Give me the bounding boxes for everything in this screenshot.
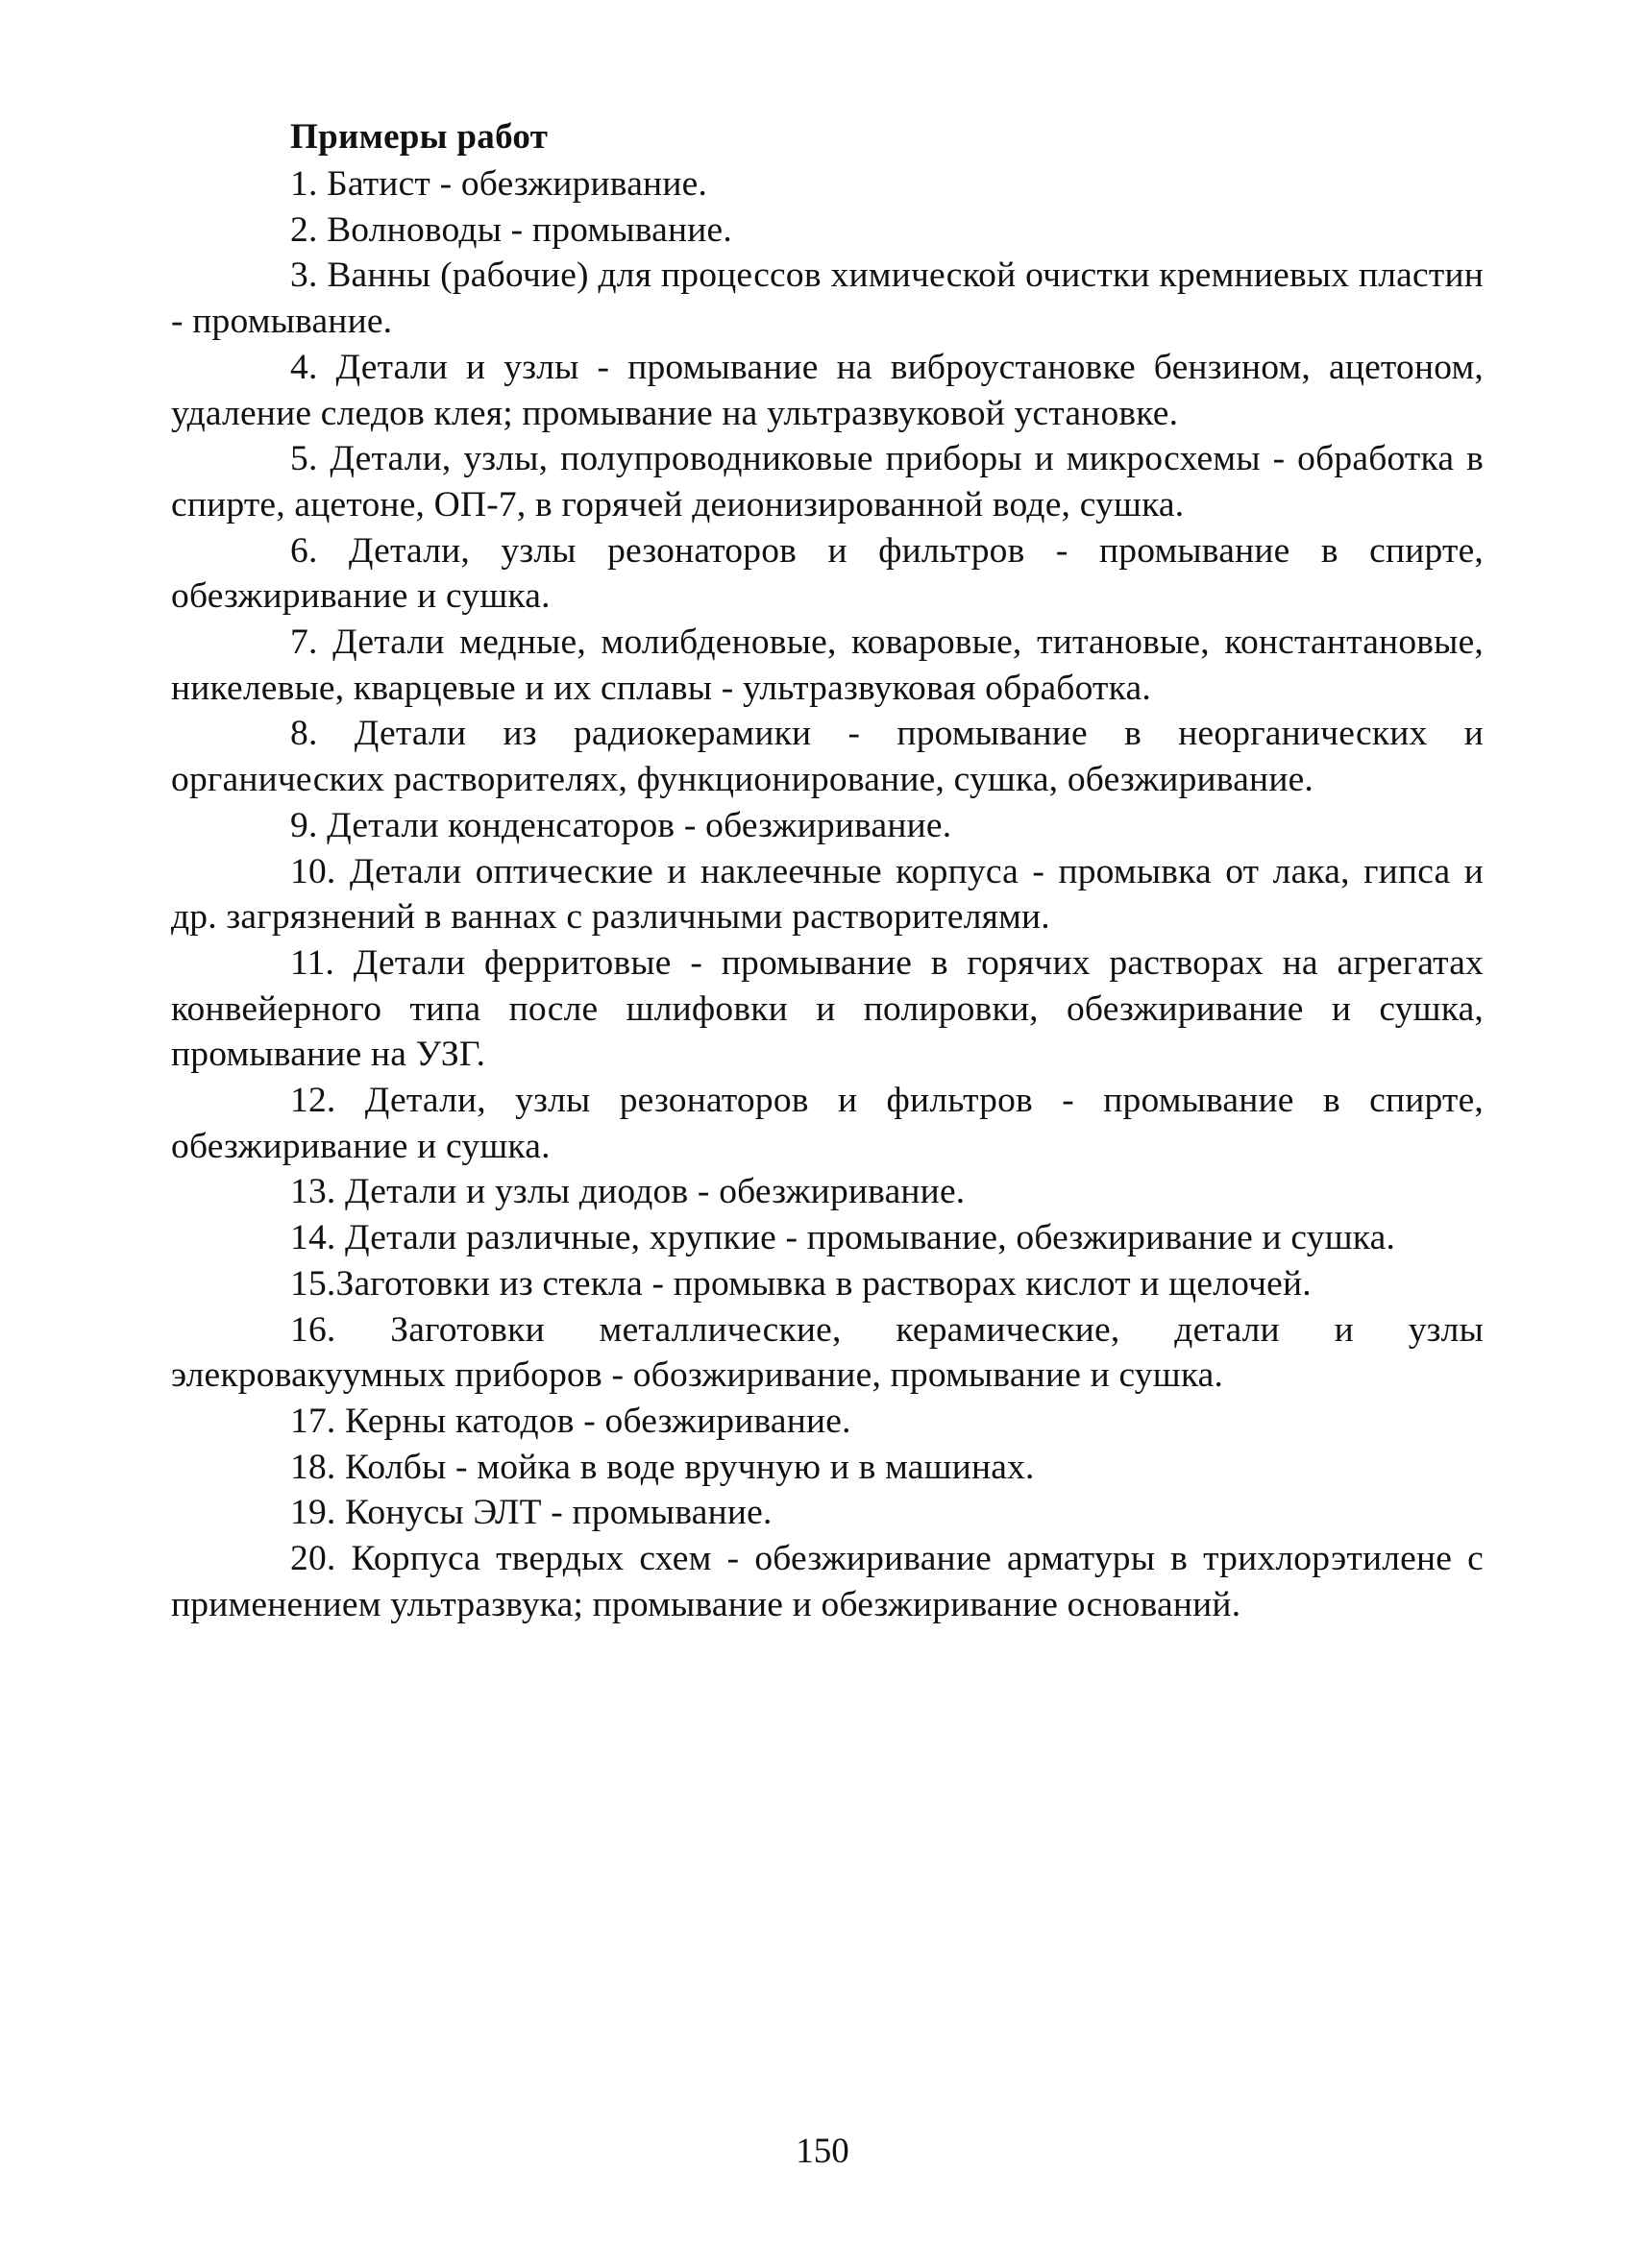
list-item: 18. Колбы - мойка в воде вручную и в машинах. <box>290 1447 1035 1487</box>
list-item: 9. Детали конденсаторов - обезжиривание. <box>290 805 952 845</box>
section-heading: Примеры работ <box>290 117 549 157</box>
list-item: 12. Детали, узлы резонаторов и фильтров - промывание в спирте, обезжиривание и сушка. <box>171 1081 1484 1166</box>
list-item: 16. Заготовки металлические, керамические, детали и узлы элекровакуумных приборов - обозжиривание, промывание и сушка. <box>171 1309 1484 1396</box>
examples-list <box>171 161 1484 1628</box>
list-item: 20. Корпуса твердых схем - обезжиривание арматуры в трихлорэтилене с применением ультразвука; промывание и обезжиривание оснований. <box>171 1539 1484 1624</box>
page-number: 150 <box>796 2132 849 2171</box>
page-content <box>171 113 1484 1628</box>
list-item: 13. Детали и узлы диодов - обезжиривание. <box>290 1172 966 1212</box>
list-item: 14. Детали различные, хрупкие - промывание, обезжиривание и сушка. <box>290 1218 1396 1258</box>
list-item: 17. Керны катодов - обезжиривание. <box>290 1401 851 1441</box>
list-item: 1. Батист - обезжиривание. <box>290 164 708 204</box>
list-item: 2. Волноводы - промывание. <box>290 209 732 250</box>
list-item: 3. Ванны (рабочие) для процессов химической очистки кремниевых пластин - промывание. <box>171 256 1484 342</box>
list-item: 4. Детали и узлы - промывание на виброустановке бензином, ацетоном, удаление следов клея; промывание на ультразвуковой установке. <box>171 347 1484 433</box>
list-item: 6. Детали, узлы резонаторов и фильтров - промывание в спирте, обезжиривание и сушка. <box>171 530 1484 617</box>
list-item: 11. Детали ферритовые - промывание в горячих растворах на агрегатах конвейерного типа после шлифовки и полировки, обезжиривание и сушка, промывание на УЗГ. <box>171 942 1484 1075</box>
list-item: 7. Детали медные, молибденовые, коваровые, титановые, константановые, никелевые, кварцевые и их сплавы - ультразвуковая обработка. <box>171 622 1484 708</box>
list-item: 15.Заготовки из стекла - промывка в растворах кислот и щелочей. <box>290 1263 1312 1304</box>
list-item: 5. Детали, узлы, полупроводниковые приборы и микросхемы - обработка в спирте, ацетоне, ОП-7, в горячей деионизированной воде, сушка. <box>171 439 1484 524</box>
list-item: 8. Детали из радиокерамики - промывание в неорганических и органических растворителях, функционирование, сушка, обезжиривание. <box>171 714 1484 800</box>
list-item: 19. Конусы ЭЛТ - промывание. <box>290 1493 773 1533</box>
list-item: 10. Детали оптические и наклеечные корпуса - промывка от лака, гипса и др. загрязнений в ваннах с различными растворителями. <box>171 851 1484 938</box>
